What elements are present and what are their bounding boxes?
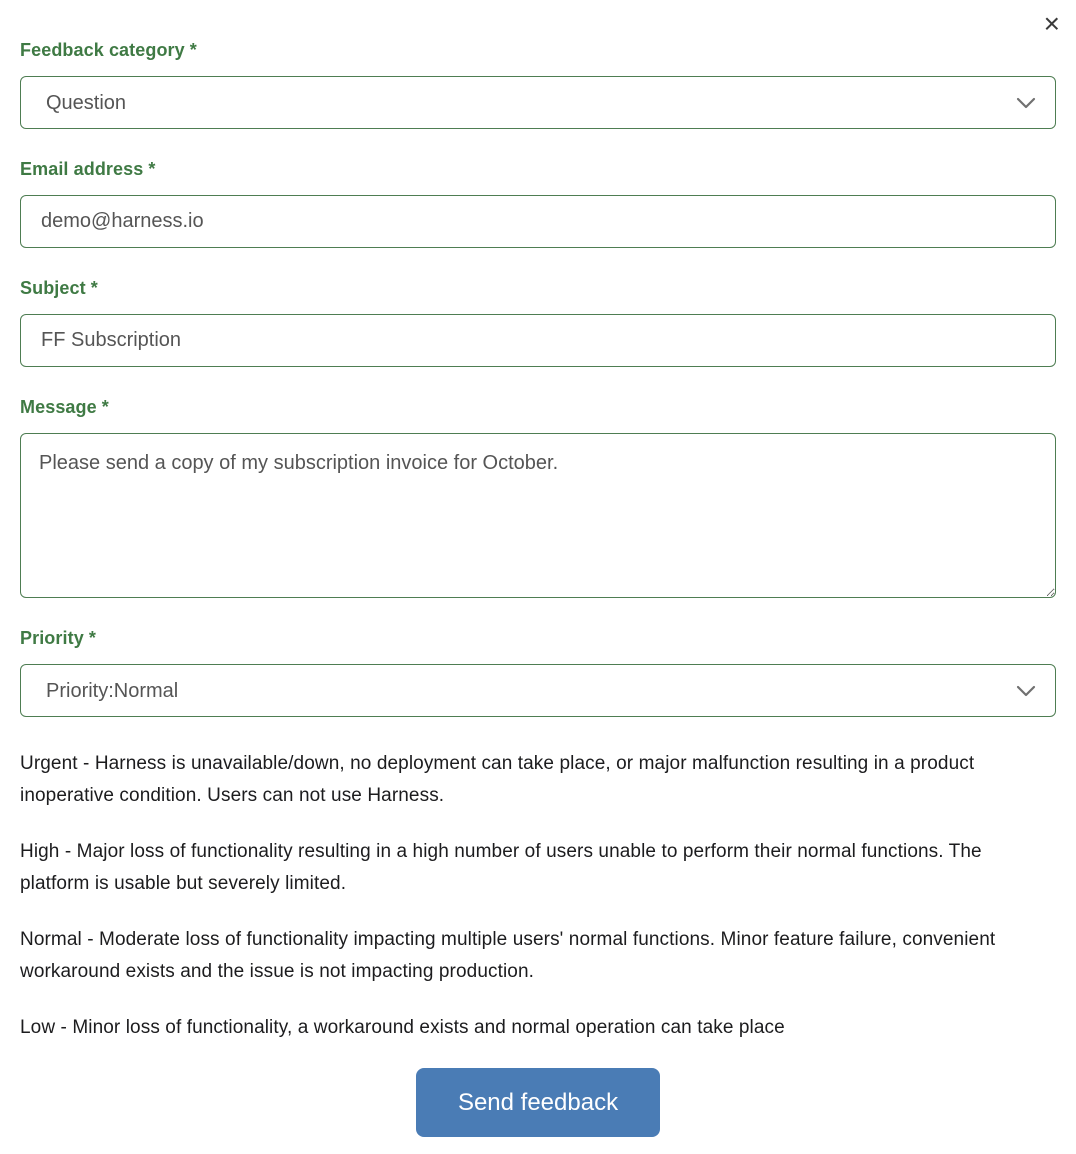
priority-description-low: Low - Minor loss of functionality, a workaround exists and normal operation can take place	[20, 1017, 785, 1038]
priority-group	[20, 628, 1056, 717]
feedback-category-select[interactable]	[20, 76, 1056, 129]
subject-label-text: Subject	[20, 278, 86, 298]
priority-label	[20, 628, 1056, 649]
email-group	[20, 159, 1056, 248]
required-marker: *	[90, 278, 98, 298]
subject-label	[20, 278, 1056, 299]
subject-field[interactable]	[20, 314, 1056, 367]
message-label	[20, 397, 1056, 418]
email-label-text: Email address	[20, 159, 144, 179]
priority-label-text: Priority	[20, 628, 84, 648]
priority-select[interactable]	[20, 664, 1056, 717]
required-marker: *	[88, 628, 96, 648]
message-field[interactable]	[20, 433, 1056, 598]
priority-descriptions	[20, 748, 1056, 1044]
subject-group	[20, 278, 1056, 367]
priority-description-urgent: Urgent - Harness is unavailable/down, no deployment can take place, or major malfunction resulting in a product inoperative condition. Users can not use Harness.	[20, 753, 975, 806]
required-marker: *	[148, 159, 156, 179]
required-marker: *	[189, 40, 197, 60]
form-actions	[20, 1068, 1056, 1137]
feedback-category-group	[20, 40, 1056, 129]
message-label-text: Message	[20, 397, 97, 417]
required-marker: *	[101, 397, 109, 417]
priority-description-normal: Normal - Moderate loss of functionality impacting multiple users' normal functions. Minor feature failure, convenient workaround exists and the issue is not impacting production.	[20, 929, 996, 982]
close-icon[interactable]: ×	[1040, 6, 1064, 42]
email-field[interactable]	[20, 195, 1056, 248]
priority-description-high: High - Major loss of functionality resulting in a high number of users unable to perform their normal functions. The platform is usable but severely limited.	[20, 841, 982, 894]
email-label	[20, 159, 1056, 180]
feedback-category-label-text: Feedback category	[20, 40, 185, 60]
feedback-category-label	[20, 40, 1056, 61]
message-group	[20, 397, 1056, 598]
send-feedback-button[interactable]: Send feedback	[416, 1068, 660, 1137]
